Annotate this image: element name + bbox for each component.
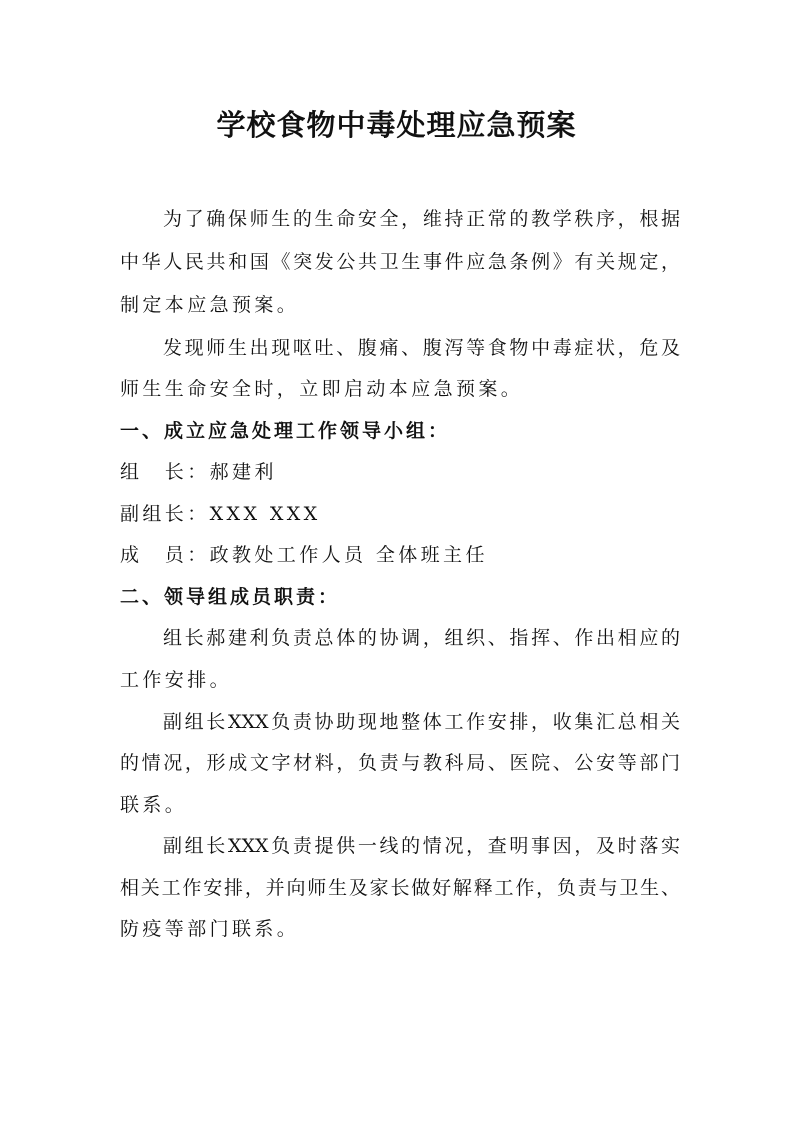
members-line: 成 员：政教处工作人员 全体班主任 (120, 544, 488, 566)
document-title: 学校食物中毒处理应急预案 (216, 108, 577, 142)
duty-3-line-2: 相关工作安排，并向师生及家长做好解释工作，负责与卫生、 (120, 877, 680, 899)
intro-line-2: 中华人民共和国《突发公共卫生事件应急条例》有关规定， (120, 251, 680, 273)
intro-line-1: 为了确保师生的生命安全，维持正常的教学秩序，根据 (163, 208, 680, 230)
section1-heading: 一、成立应急处理工作领导小组： (120, 420, 451, 442)
duty-3-line-1: 副组长XXX负责提供一线的情况，查明事因，及时落实 (163, 835, 680, 857)
trigger-line-2: 师生生命安全时，立即启动本应急预案。 (120, 378, 524, 400)
duty-1-line-1: 组长郝建利负责总体的协调，组织、指挥、作出相应的 (163, 627, 680, 649)
duty-2-line-3: 联系。 (120, 794, 188, 816)
deputy-line: 副组长：XXX XXX (120, 503, 321, 525)
duty-2-line-2: 的情况，形成文字材料，负责与教科局、医院、公安等部门 (120, 752, 680, 774)
leader-line: 组 长：郝建利 (120, 461, 277, 483)
duty-2-line-1: 副组长XXX负责协助现地整体工作安排，收集汇总相关 (163, 711, 680, 733)
section2-heading: 二、领导组成员职责： (120, 586, 341, 608)
trigger-line-1: 发现师生出现呕吐、腹痛、腹泻等食物中毒症状，危及 (163, 337, 680, 359)
intro-line-3: 制定本应急预案。 (120, 294, 300, 316)
duty-3-line-3: 防疫等部门联系。 (120, 918, 300, 940)
duty-1-line-2: 工作安排。 (120, 669, 233, 691)
